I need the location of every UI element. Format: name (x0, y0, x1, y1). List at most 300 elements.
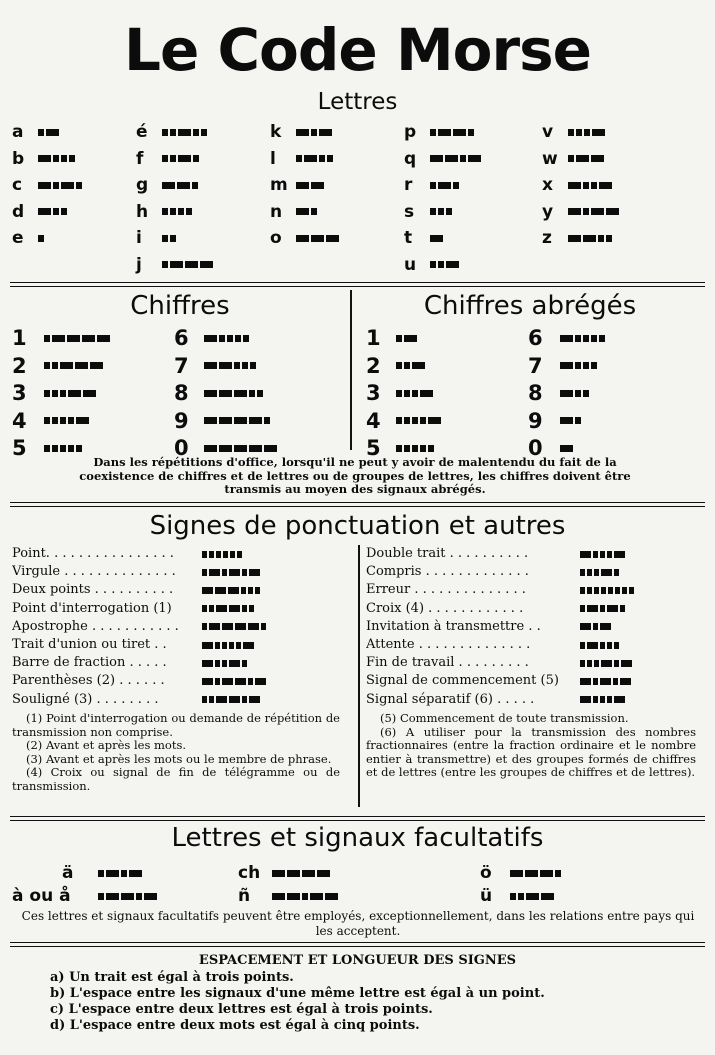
morse-dot (438, 261, 444, 268)
morse-code (162, 182, 198, 189)
morse-dash (97, 335, 110, 342)
morse-dot (242, 362, 248, 369)
morse-dot (594, 587, 599, 594)
chiffre-2 (12, 354, 103, 378)
character-label: n (270, 201, 283, 222)
character-label: 1 (366, 326, 381, 350)
morse-dot (215, 642, 220, 649)
morse-code (204, 390, 263, 397)
facultatif-item (238, 862, 330, 884)
morse-code (202, 587, 260, 594)
morse-dash (219, 362, 232, 369)
morse-dot (319, 155, 325, 162)
morse-dot (302, 893, 308, 900)
morse-dot (404, 390, 410, 397)
footnote: (3) Avant et après les mots ou le membre de phrase. (26, 751, 332, 766)
character-label: m (270, 175, 288, 195)
morse-dot (136, 893, 142, 900)
morse-dash (215, 587, 226, 594)
morse-dash (185, 261, 198, 268)
morse-dash (302, 870, 315, 877)
morse-dash (412, 362, 425, 369)
morse-dot (53, 182, 59, 189)
character-label: 3 (12, 381, 27, 405)
character-label: e (12, 228, 24, 248)
morse-dot (591, 335, 597, 342)
morse-dot (575, 362, 581, 369)
punct-left-item (12, 691, 260, 709)
abrege-3 (366, 381, 433, 405)
morse-dot (396, 362, 402, 369)
letter-x (542, 175, 612, 195)
morse-dot (193, 129, 199, 136)
morse-dot (575, 335, 581, 342)
morse-code (202, 623, 266, 630)
morse-dot (215, 660, 220, 667)
morse-code (44, 445, 82, 452)
chiffre-5 (12, 436, 82, 460)
morse-dot (629, 587, 634, 594)
morse-dot (599, 335, 605, 342)
morse-dash (229, 569, 240, 576)
letter-o (270, 228, 339, 248)
morse-dash (568, 235, 581, 242)
morse-dash (249, 417, 262, 424)
morse-dash (216, 605, 227, 612)
morse-dash (560, 362, 573, 369)
footnote: (4) Croix ou signal de fin de télégramme ou de transmission. (12, 765, 340, 793)
morse-dot (248, 587, 253, 594)
morse-code (580, 642, 619, 649)
morse-dash (438, 182, 451, 189)
morse-dash (272, 870, 285, 877)
morse-dot (44, 390, 50, 397)
morse-dot (216, 551, 221, 558)
morse-code (204, 417, 270, 424)
morse-dot (555, 870, 561, 877)
abrege-0 (528, 436, 573, 460)
morse-code (44, 362, 103, 369)
abrege-8 (528, 381, 589, 405)
morse-dash (129, 870, 142, 877)
morse-dot (583, 182, 589, 189)
morse-dot (243, 335, 249, 342)
morse-code (580, 660, 632, 667)
morse-dot (98, 893, 104, 900)
morse-dash (607, 605, 618, 612)
morse-dot (587, 660, 592, 667)
morse-dash (592, 129, 605, 136)
morse-dash (583, 235, 596, 242)
letter-f (136, 149, 199, 169)
punct-left-item (12, 618, 266, 636)
punct-right-item (366, 618, 611, 636)
letter-j (136, 255, 213, 275)
morse-dash (264, 445, 277, 452)
morse-dash (46, 129, 59, 136)
punct-label: Point d'interrogation (1) (12, 600, 172, 616)
morse-dot (178, 208, 184, 215)
morse-dash (606, 208, 619, 215)
morse-dash (591, 155, 604, 162)
morse-code (162, 208, 192, 215)
letter-r (404, 175, 459, 195)
morse-dot (594, 660, 599, 667)
letter-m (270, 175, 324, 195)
morse-dot (438, 208, 444, 215)
divider-chiffres (10, 502, 705, 507)
punct-label: Signal séparatif (6) . . . . . (366, 691, 535, 707)
morse-dash (325, 893, 338, 900)
morse-dash (60, 362, 73, 369)
punct-right-item (366, 654, 632, 672)
morse-dash (204, 445, 217, 452)
morse-dash (234, 417, 247, 424)
morse-dash (219, 417, 232, 424)
morse-code (296, 235, 339, 242)
morse-dash (430, 235, 443, 242)
morse-dot (593, 678, 598, 685)
character-label: v (542, 122, 554, 142)
morse-dash (162, 182, 175, 189)
character-label: z (542, 228, 552, 248)
morse-code (430, 208, 452, 215)
morse-code (580, 696, 625, 703)
morse-code (560, 417, 581, 424)
morse-dash (580, 551, 591, 558)
morse-code (38, 182, 82, 189)
morse-dot (236, 642, 241, 649)
morse-code (44, 335, 110, 342)
character-label: à ou å (12, 886, 71, 906)
morse-dot (396, 335, 402, 342)
espacement-heading: ESPACEMENT ET LONGUEUR DES SIGNES (198, 953, 517, 968)
morse-code (296, 208, 317, 215)
morse-dot (587, 569, 592, 576)
morse-dot (430, 182, 436, 189)
chiffre-6 (174, 326, 249, 350)
morse-dot (412, 390, 418, 397)
morse-dash (75, 362, 88, 369)
morse-dash (249, 569, 260, 576)
morse-dash (600, 678, 611, 685)
morse-dash (576, 155, 589, 162)
morse-dash (204, 335, 217, 342)
punct-label: Parenthèses (2) . . . . . . (12, 673, 165, 689)
morse-dash (404, 335, 417, 342)
morse-dot (311, 208, 317, 215)
morse-dot (580, 660, 585, 667)
morse-dot (583, 208, 589, 215)
morse-dot (404, 362, 410, 369)
morse-dash (310, 893, 323, 900)
morse-code (44, 417, 89, 424)
morse-dot (44, 445, 50, 452)
punct-label: Double trait . . . . . . . . . . (366, 546, 529, 561)
facultatif-item (480, 862, 561, 884)
punct-label: Souligné (3) . . . . . . . . (12, 691, 159, 707)
character-label: ch (238, 863, 261, 883)
punct-label: Invitation à transmettre . . (366, 618, 541, 634)
morse-dash (296, 208, 309, 215)
letter-u (404, 255, 459, 275)
character-label: d (12, 201, 25, 222)
morse-dash (580, 696, 591, 703)
morse-code (38, 235, 44, 242)
character-label: l (270, 148, 276, 169)
morse-dash (438, 129, 451, 136)
facultatif-item (62, 862, 142, 884)
punct-label: Barre de fraction . . . . . (12, 655, 167, 671)
morse-dash (525, 870, 538, 877)
espacement-rule: a) Un trait est égal à trois points. (50, 970, 294, 985)
morse-dash (235, 623, 246, 630)
morse-dash (591, 208, 604, 215)
morse-dot (76, 445, 82, 452)
morse-code (162, 235, 176, 242)
morse-code (396, 390, 433, 397)
morse-dot (412, 445, 418, 452)
morse-dot (420, 417, 426, 424)
morse-dot (170, 155, 176, 162)
morse-dash (121, 893, 134, 900)
punct-left-item (12, 672, 266, 690)
character-label: 0 (174, 436, 189, 460)
morse-dot (186, 208, 192, 215)
espacement-rule: d) L'espace entre deux mots est égal à cinq points. (50, 1018, 420, 1033)
letters-heading: Lettres (317, 89, 398, 115)
abrege-1 (366, 326, 417, 350)
morse-dot (257, 390, 263, 397)
character-label: f (136, 148, 144, 169)
morse-dot (600, 696, 605, 703)
morse-code (202, 696, 260, 703)
abrege-7 (528, 354, 597, 378)
morse-dot (222, 642, 227, 649)
morse-dot (412, 417, 418, 424)
morse-dot (241, 587, 246, 594)
morse-dot (44, 335, 50, 342)
morse-dot (53, 155, 59, 162)
morse-dot (311, 129, 317, 136)
morse-dash (601, 569, 612, 576)
morse-dot (229, 642, 234, 649)
morse-dot (249, 390, 255, 397)
morse-code (568, 129, 605, 136)
morse-dash (420, 390, 433, 397)
morse-dot (460, 155, 466, 162)
morse-dot (593, 696, 598, 703)
morse-dash (144, 893, 157, 900)
morse-dot (242, 660, 247, 667)
letter-c (12, 175, 82, 195)
character-label: w (542, 148, 558, 169)
chiffre-9 (174, 409, 270, 433)
morse-dot (607, 551, 612, 558)
punct-label: Erreur . . . . . . . . . . . . . . (366, 582, 526, 598)
morse-dot (76, 182, 82, 189)
morse-dot (44, 362, 50, 369)
chiffre-7 (174, 354, 256, 378)
morse-dot (404, 417, 410, 424)
morse-dash (202, 660, 213, 667)
morse-dash (600, 623, 611, 630)
character-label: h (136, 201, 149, 222)
morse-dash (235, 678, 246, 685)
morse-code (396, 362, 425, 369)
character-label: 8 (528, 381, 543, 405)
punct-label: Attente . . . . . . . . . . . . . . (366, 637, 531, 652)
letter-h (136, 202, 192, 222)
morse-code (162, 261, 213, 268)
morse-dash (249, 696, 260, 703)
facultatifs-note: Ces lettres et signaux facultatifs peuvent être employés, exceptionnellement, dans les relations entre pays qui les acceptent. (21, 909, 695, 938)
morse-dash (526, 893, 539, 900)
chiffre-3 (12, 381, 96, 405)
morse-dot (510, 893, 516, 900)
morse-dot (52, 390, 58, 397)
morse-dot (202, 569, 207, 576)
punct-notes-left (12, 712, 340, 793)
morse-dot (598, 235, 604, 242)
morse-dot (622, 587, 627, 594)
morse-dash (204, 390, 217, 397)
morse-dot (591, 182, 597, 189)
morse-dot (255, 587, 260, 594)
morse-dot (219, 335, 225, 342)
character-label: g (136, 175, 149, 195)
morse-dash (255, 678, 266, 685)
morse-dot (518, 893, 524, 900)
chiffre-8 (174, 381, 263, 405)
morse-dot (223, 551, 228, 558)
morse-code (568, 182, 612, 189)
morse-dash (568, 208, 581, 215)
morse-code (204, 335, 249, 342)
morse-code (430, 182, 459, 189)
morse-code (430, 261, 459, 268)
morse-dot (583, 335, 589, 342)
character-label: 9 (528, 408, 543, 433)
character-label: é (136, 122, 148, 142)
espacement-rule: c) L'espace entre deux lettres est égal à trois points. (50, 1002, 433, 1017)
morse-code (162, 129, 207, 136)
morse-dot (584, 129, 590, 136)
morse-dash (296, 129, 309, 136)
morse-dot (170, 235, 176, 242)
morse-dot (162, 235, 168, 242)
character-label: 2 (12, 353, 27, 378)
morse-dash (601, 660, 612, 667)
character-label: c (12, 175, 23, 195)
morse-dash (587, 642, 598, 649)
morse-dash (599, 182, 612, 189)
morse-dot (249, 605, 254, 612)
punct-left-item (12, 600, 254, 618)
morse-dash (68, 390, 81, 397)
morse-dash (222, 678, 233, 685)
footnote: (5) Commencement de toute transmission. (380, 711, 629, 725)
morse-dash (453, 129, 466, 136)
morse-dash (209, 623, 220, 630)
character-label: j (136, 254, 142, 275)
morse-dot (587, 587, 592, 594)
morse-dot (600, 551, 605, 558)
character-label: ä (62, 863, 74, 883)
character-label: x (542, 175, 553, 195)
morse-code (396, 445, 434, 452)
morse-dot (234, 362, 240, 369)
morse-dot (593, 551, 598, 558)
punct-left-item (12, 563, 260, 581)
punct-notes-right (366, 712, 696, 780)
punct-label: Trait d'union ou tiret . . (12, 637, 167, 652)
morse-code (38, 208, 67, 215)
divider-chiffres-vertical (350, 290, 352, 450)
punct-label: Compris . . . . . . . . . . . . . (366, 564, 529, 580)
morse-dash (587, 605, 598, 612)
morse-dot (591, 362, 597, 369)
morse-dash (229, 696, 240, 703)
morse-code (202, 678, 266, 685)
morse-dot (420, 445, 426, 452)
morse-code (580, 678, 631, 685)
morse-dot (227, 335, 233, 342)
morse-dot (202, 623, 207, 630)
morse-dot (606, 235, 612, 242)
chiffre-1 (12, 326, 110, 350)
character-label: 2 (366, 353, 381, 378)
morse-dot (250, 362, 256, 369)
morse-code (580, 587, 634, 594)
morse-dash (83, 390, 96, 397)
character-label: p (404, 122, 417, 142)
morse-dot (201, 129, 207, 136)
morse-dash (428, 417, 441, 424)
letter-b (12, 149, 75, 169)
morse-dash (446, 261, 459, 268)
morse-dash (209, 569, 220, 576)
morse-dot (209, 696, 214, 703)
morse-dash (90, 362, 103, 369)
morse-dash (234, 445, 247, 452)
divider-facultatifs (10, 942, 705, 947)
letter-e (12, 228, 44, 248)
divider-letters (10, 282, 705, 287)
morse-dot (170, 208, 176, 215)
morse-dash (541, 893, 554, 900)
morse-dash (216, 696, 227, 703)
morse-dash (228, 587, 239, 594)
morse-dot (44, 417, 50, 424)
morse-code (560, 335, 605, 342)
morse-dot (209, 605, 214, 612)
letter-d (12, 202, 67, 222)
morse-dash (614, 696, 625, 703)
character-label: s (404, 201, 415, 222)
character-label: ñ (238, 886, 251, 906)
morse-dash (540, 870, 553, 877)
morse-code (560, 362, 597, 369)
morse-dot (52, 362, 58, 369)
morse-dash (202, 642, 213, 649)
morse-dot (230, 551, 235, 558)
morse-code (580, 551, 625, 558)
morse-dash (106, 893, 119, 900)
punct-label: Signal de commencement (5) (366, 673, 559, 689)
morse-dash (82, 335, 95, 342)
morse-dot (52, 445, 58, 452)
